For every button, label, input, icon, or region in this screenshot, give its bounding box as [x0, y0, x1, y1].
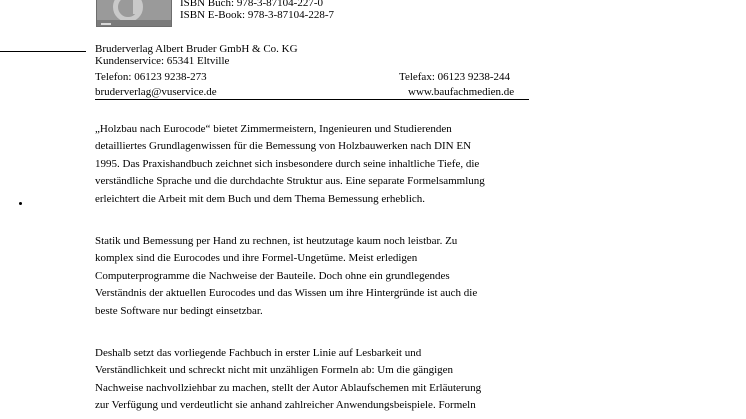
- paragraph-line: Computerprogramme die Nachweise der Bauteile. Doch ohne ein grundlegendes: [95, 269, 450, 282]
- bullet-dot: [19, 202, 22, 205]
- paragraph-line: Deshalb setzt das vorliegende Fachbuch in erster Linie auf Lesbarkeit und: [95, 347, 422, 359]
- paragraph-line: Nachweise nachvollziehbar zu machen, stellt der Autor Ablaufschemen mit Erläuterung: [95, 381, 482, 394]
- book-cover-thumbnail: [96, 0, 172, 27]
- paragraph-line: Verständnis der aktuellen Eurocodes und das Wissen um ihre Hintergründe ist auch die: [95, 287, 478, 300]
- paragraph-line: zur Verfügung und verdeutlicht sie anhand zahlreicher Anwendungsbeispiele. Formeln: [95, 399, 476, 412]
- email-link[interactable]: bruderverlag@vuservice.de: [95, 86, 217, 98]
- description-paragraph-2: [95, 233, 555, 320]
- paragraph-line: „Holzbau nach Eurocode“ bietet Zimmermeistern, Ingenieuren und Studierenden: [95, 123, 452, 135]
- customer-service: Kundenservice: 65341 Eltville: [95, 55, 230, 67]
- description-paragraph-3: [95, 345, 555, 415]
- fax: Telefax: 06123 9238-244: [399, 71, 511, 83]
- publisher-name: Bruderverlag Albert Bruder GmbH & Co. KG: [95, 43, 298, 55]
- cover-logo-mark: [101, 23, 111, 25]
- website-link[interactable]: www.baufachmedien.de: [408, 86, 515, 98]
- paragraph-line: 1995. Das Praxishandbuch zeichnet sich insbesondere durch seine inhaltliche Tiefe, die: [95, 157, 480, 170]
- paragraph-line: verständliche Sprache und die durchdachte Struktur aus. Eine separate Formelsammlung: [95, 175, 485, 188]
- paragraph-line: detailliertes Grundlagenwissen für die Bemessung von Holzbauwerken nach DIN EN: [95, 140, 472, 153]
- paragraph-line: komplex sind die Eurocodes und ihre Formel-Ungetüme. Meist erledigen: [95, 252, 418, 265]
- paragraph-line: Statik und Bemessung per Hand zu rechnen, ist heutzutage kaum noch leistbar. Zu: [95, 235, 458, 247]
- phone: Telefon: 06123 9238-273: [95, 71, 207, 83]
- cover-graphic-bar: [133, 0, 139, 14]
- paragraph-line: Verständlichkeit und schreckt nicht mit unzähligen Formeln ab: Um die gängigen: [95, 364, 454, 377]
- divider-rule: [0, 51, 86, 52]
- isbn-print: ISBN Buch: 978-3-87104-227-0: [180, 0, 323, 9]
- isbn-ebook: ISBN E-Book: 978-3-87104-228-7: [180, 9, 334, 21]
- paragraph-line: beste Software nur bedingt einsetzbar.: [95, 304, 263, 317]
- paragraph-line: erleichtert die Arbeit mit dem Buch und dem Thema Bemessung erheblich.: [95, 192, 426, 205]
- contact-underline: [95, 99, 529, 100]
- description-paragraph-1: [95, 121, 555, 208]
